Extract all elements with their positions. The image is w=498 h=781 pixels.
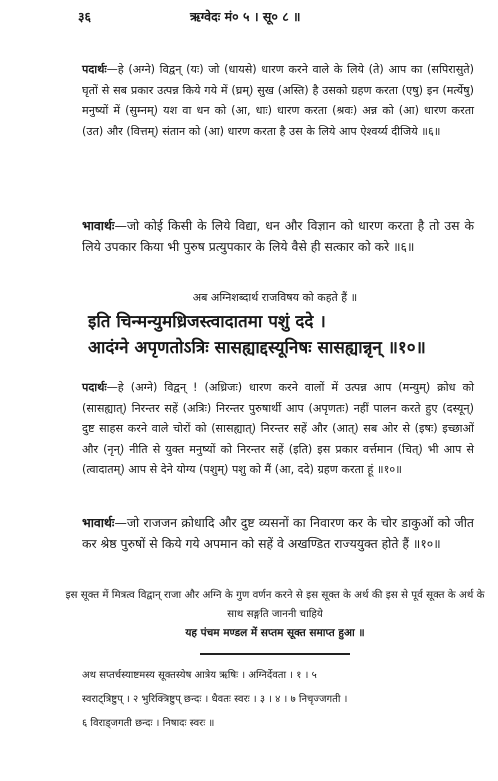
bhavarth-text: —जो राजजन क्रोधादि और दुष्ट व्यसनों का निवारण कर के चोर डाकुओं को जीत कर श्रेष्ठ पुरुषों से किये गये अपमान को सहें वे अखण्डित राज्ययुक्त होते हैं ॥१०॥	[82, 515, 474, 551]
padarth-text: —हे (अग्ने) विद्वन् (यः) जो (धायसे) धारण करने वाले के लिये (ते) आप का (सपिरासुते) घृतों से सब प्रकार उत्पन्न किये गये में (घ्रम्) सुख (अस्ति) है उसको ग्रहण करता (एषु) इन (मर्त्येषु) मनुष्यों में (सुम्नम्) यश वा धन को (आ, धाः) धारण करता (श्रवः) अन्न को (आ) धारण करता (उत) और (वित्तम्) संतान को (आ) धारण करता है उस के लिये आप ऐश्वर्य्य दीजिये ॥६॥	[82, 63, 474, 138]
sukta-summary: इस सूक्त में मित्रत्व विद्वान् राजा और अग्नि के गुण वर्णन करने से इस सूक्त के अर्थ की इस से पूर्व सूक्त के अर्थ के साथ सङ्गति जाननी चाहिये	[65, 589, 485, 620]
bhavarth-text: —जो कोई किसी के लिये विद्या, धन और विज्ञान को धारण करता है तो उस के लिये उपकार किया भी पुरुष प्रत्युपकार के लिये वैसे ही सत्कार को करे ॥६॥	[82, 218, 474, 254]
bhavarth-paragraph-1	[82, 215, 474, 257]
bhavarth-paragraph-2	[82, 512, 474, 554]
next-sukta-header-line-1: अथ सप्तर्चस्याष्टमस्य सूक्तस्येष आत्रेय ऋषिः । अग्निर्देवता । १ । ५	[82, 670, 317, 681]
next-sukta-header-line-2: स्वराट्त्रिष्टुप् । २ भुरिक्त्रिष्टुप् छन्दः । धैवतः स्वरः । ३ । ४ । ७ निचृज्जगती ।	[82, 694, 348, 705]
bhavarth-label: भावार्थः	[82, 218, 115, 233]
running-title: ऋग्वेदः मं० ५ । सू० ८ ॥	[190, 9, 301, 24]
padarth-label: पदार्थः	[82, 63, 107, 76]
mantra-line-1: इति चिन्मन्युमध्रिजस्त्वादातमा पशुं ददे ।	[88, 312, 326, 332]
padarth-text: —हे (अग्ने) विद्वन् ! (अध्रिजः) धारण करने वालों में उत्पन्न आप (मन्युम्) क्रोध को (सासह्यात्) निरन्तर सहें (अत्रिः) निरन्तर पुरुषार्थी आप (अपृणतः) नहीं पालन करते हुए (दस्यून्) दुष्ट साहस करने वाले चोरों को (सासह्यात्) निरन्तर सहें और (आत्) सब ओर से (इषः) इच्छाओं और (नृन्) नीति से युक्त मनुष्यों को निरन्तर सहें (इति) इस प्रकार वर्त्तमान (चित्) भी आप से (त्वादातम्) आप से देने योग्य (पशुम्) पशु को मैं (आ, ददे) ग्रहण करता हूं ॥१०॥	[82, 381, 474, 476]
section-intro: अब अग्निशब्दार्थ राजविषय को कहते हैं ॥	[192, 291, 358, 304]
mantra-line-2: आदंग्ने अपृणतोऽत्रिः सासह्याद्दस्यूनिषः सासह्यान्नृन् ॥१०॥	[88, 338, 426, 358]
padarth-paragraph-2	[82, 378, 474, 481]
bhavarth-label: भावार्थः	[82, 515, 115, 530]
padarth-paragraph-1	[82, 60, 474, 142]
next-sukta-header-line-3: ६ विराड्जगती छन्दः । निषादः स्वरः ॥	[82, 718, 215, 729]
section-divider	[200, 653, 350, 655]
padarth-label: पदार्थः	[82, 381, 107, 394]
page-header	[0, 8, 498, 28]
sukta-closing: यह पंचम मण्डल में सप्तम सूक्त समाप्त हुआ ॥	[185, 627, 365, 639]
page-number: ३६	[78, 9, 92, 24]
